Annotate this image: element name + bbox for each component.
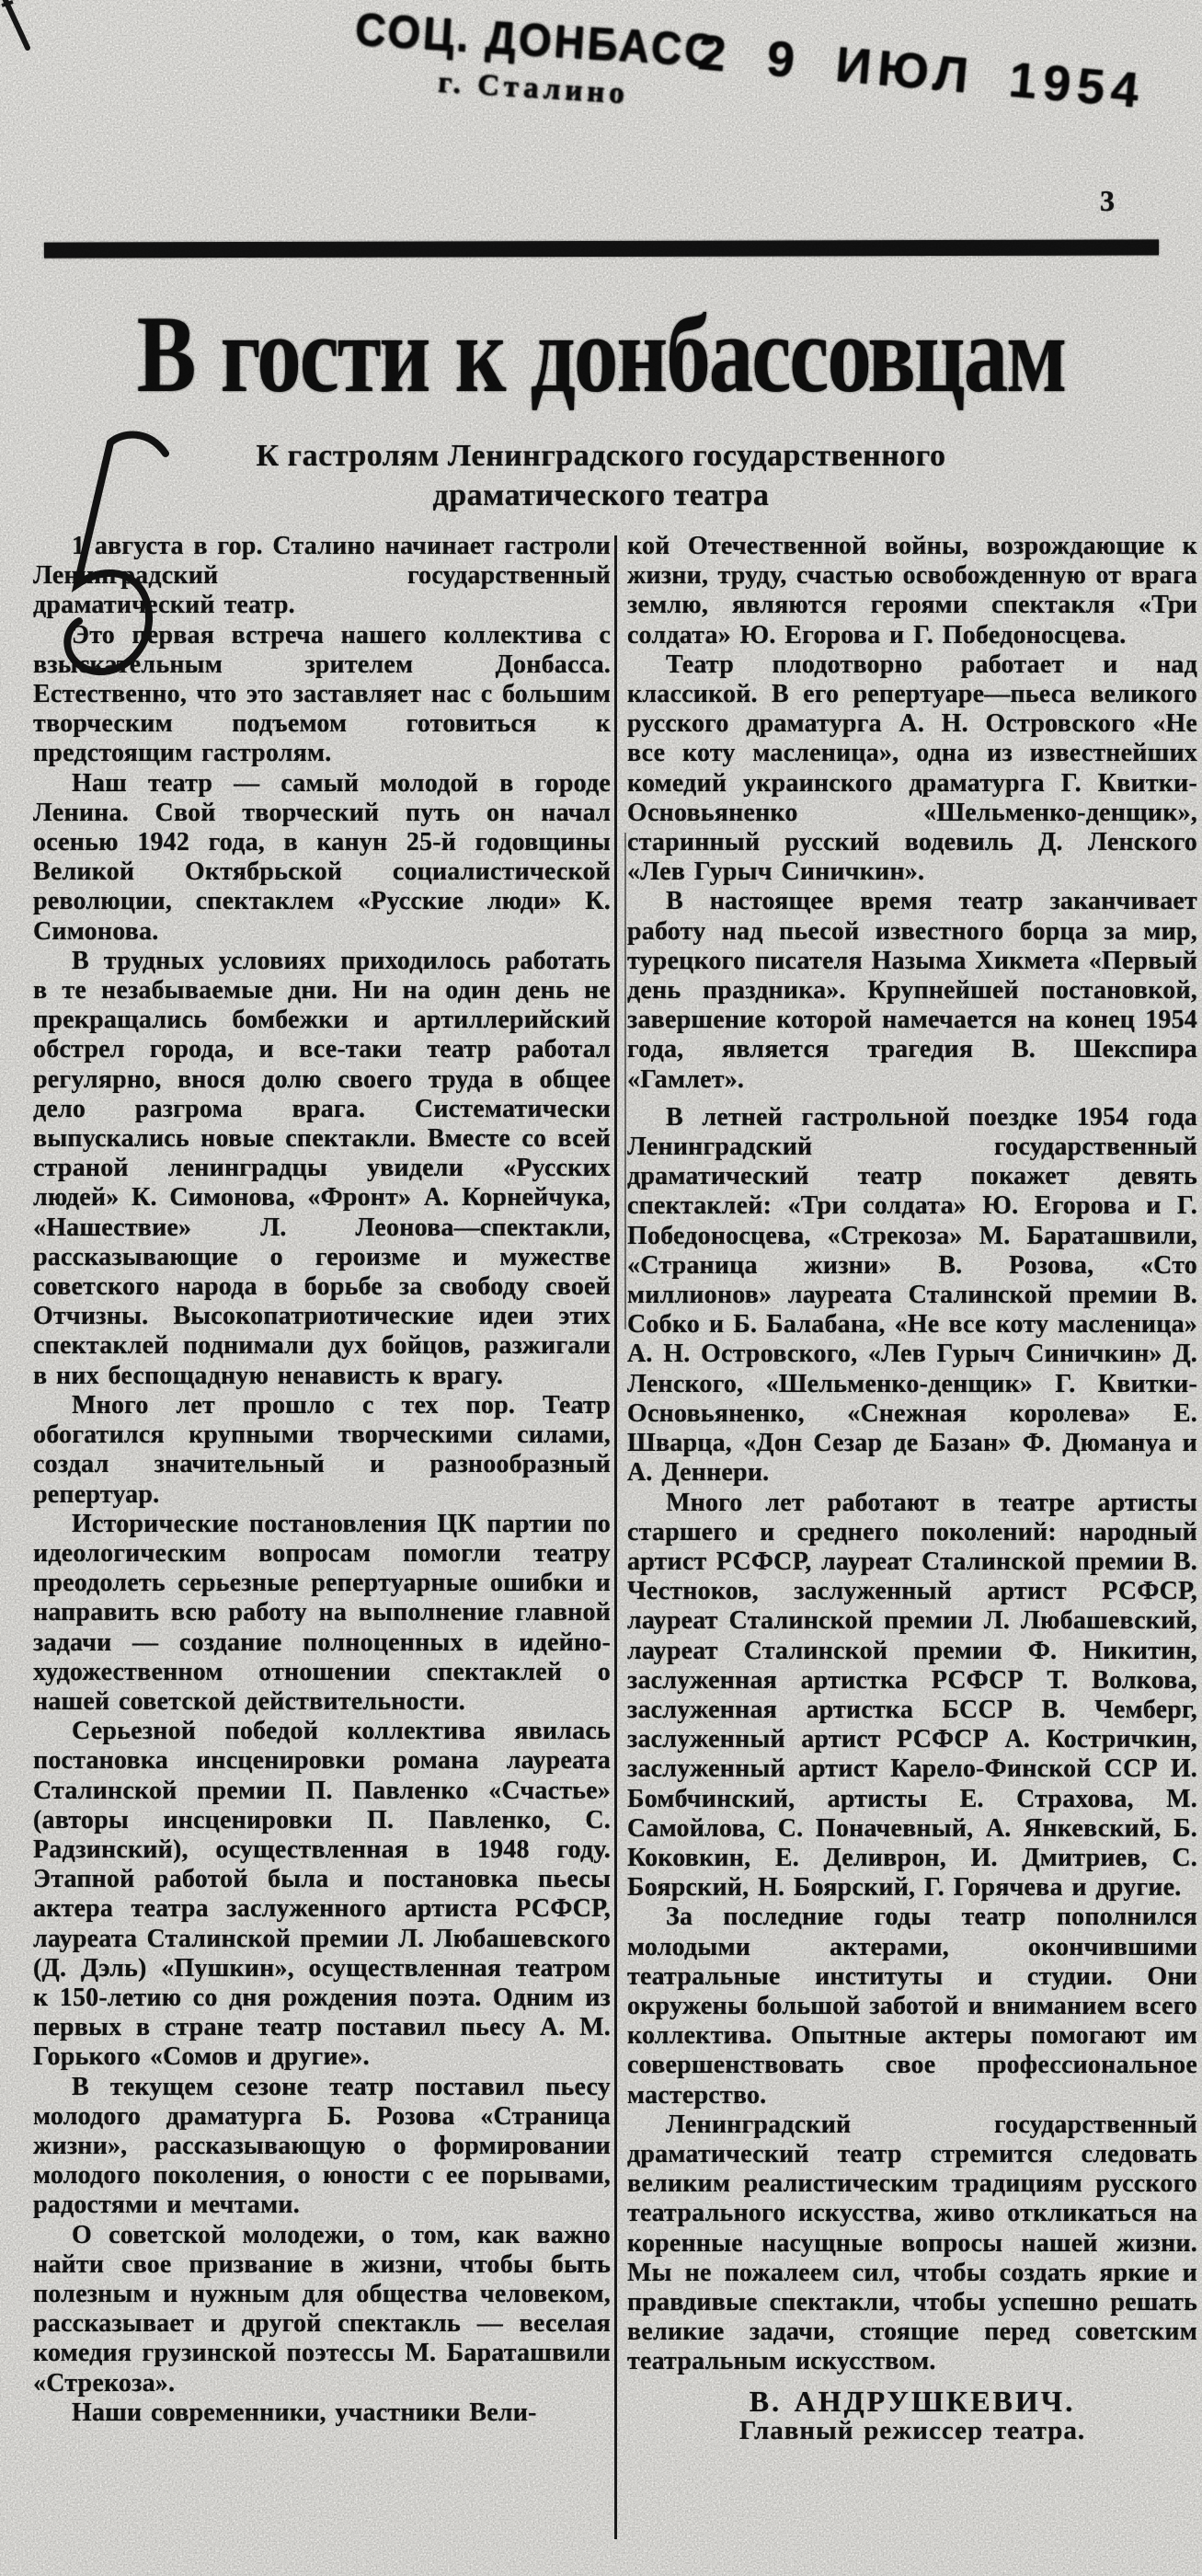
stamp-newspaper-name: СОЦ. ДОНБАСС (353, 2, 720, 77)
article-paragraph: Исторические постановления ЦК партии по идеологическим вопросам помогли театру преодолеть серьезные репертуарные ошибки и направить всю работу на выполнение главной задачи — создание полноценных в идейно-художественном отношении спектаклей о нашей советской действительности. (33, 1509, 611, 1716)
article-paragraph: Наш театр — самый молодой в городе Ленина. Свой творческий путь он начал осенью 1942 года, в канун 25-й годовщины Великой Октябрьской социалистической революции, спектаклем «Русские люди» К. Симонова. (33, 768, 611, 946)
article-subtitle (0, 436, 1202, 515)
signature-role: Главный режиссер театра. (738, 2415, 1086, 2445)
article-paragraph: В трудных условиях приходилось работать в те незабываемые дни. Ни на один день не прекращались бомбежки и артиллерийский обстрел города, и все-таки театр работал регулярно, внося долю своего труда в общее дело разгрома врага. Систематически выпускались новые спектакли. Вместе со всей страной ленинградцы увидели «Русских людей» К. Симонова, «Фронт» А. Корнейчука, «Нашествие» Л. Леонова—спектакли, рассказывающие о героизме и мужестве советского народа в борьбе за свободу своей Отчизны. Высокопатриотические идеи этих спектаклей поднимали дух бойцов, разжигали в них беспощадную ненависть к врагу. (33, 946, 611, 1390)
article-paragraph: В текущем сезоне театр поставил пьесу молодого драматурга Б. Розова «Страница жизни», рассказывающую о формировании молодого поколения, о юности с ее порывами, радостями и мечтами. (33, 2072, 611, 2220)
article-paragraph: Много лет прошло с тех пор. Театр обогатился крупными творческими силами, создал значительный и разнообразный репертуар. (33, 1390, 611, 1509)
corner-pen-mark (0, 0, 55, 64)
article-paragraph: Наши современники, участники Вели- (72, 2398, 537, 2427)
page-number: 3 (1100, 184, 1115, 217)
right-column (627, 532, 1197, 2445)
article-paragraph: О советской молодежи, о том, как важно найти свое призвание в жизни, чтобы быть полезным и нужным для общества человеком, рассказывает и другой спектакль — веселая комедия грузинской поэтессы М. Бараташвили «Стрекоза». (33, 2220, 611, 2398)
stamp-city: г. Сталино (437, 65, 630, 111)
column-divider (614, 535, 617, 2539)
article-subtitle-line2: драматического театра (432, 478, 770, 512)
article-paragraph: За последние годы театр пополнился молодыми актерами, окончившими театральные институты и студии. Они окружены большой заботой и вниманием всего коллектива. Опытные актеры помогают им совершенствовать свое профессиональное мастерство. (627, 1903, 1197, 2110)
article-paragraph: Ленинградский государственный драматический театр стремится следовать великим реалистическим традициям русского театрального искусства, живо откликаться на коренные насущные вопросы нашей жизни. Мы не пожалеем сил, чтобы создать яркие и правдивые спектакли, чтобы успешно решать великие задачи, стоящие перед советским театральным искусством. (627, 2110, 1197, 2376)
article-paragraph: 1 августа в гор. Сталино начинает гастроли Ленинградский государственный драматический театр. (33, 532, 611, 620)
article-paragraph: В летней гастрольной поездке 1954 года Ленинградский государственный драматический театр покажет девять спектаклей: «Три солдата» Ю. Егорова и Г. Победоносцева, «Стрекоза» М. Бараташвили, «Страница жизни» В. Розова, «Сто миллионов» лауреата Сталинской премии В. Собко и Б. Балабана, «Не все коту масленица» А. Н. Островского, «Лев Гурыч Синичкин» Д. Ленского, «Шельменко-денщик» Г. Квитки-Основьяненко, «Снежная королева» Е. Шварца, «Дон Сезар де Базан» Ф. Дюмануа и А. Деннери. (627, 1102, 1197, 1488)
article-paragraph: Театр плодотворно работает и над классикой. В его репертуаре—пьеса великого русского драматурга А. Н. Островского «Не все коту масленица», одна из известнейших комедий украинского драматурга Г. Квитки-Основьяненко «Шельменко-денщик», старинный русский водевиль Д. Ленского «Лев Гурыч Синичкин». (627, 650, 1197, 887)
column-divider-double (624, 833, 626, 1329)
newspaper-stamp (339, 3, 730, 117)
article-paragraph: кой Отечественной войны, возрождающие к жизни, труду, счастью освобожденную от врага землю, являются героями спектакля «Три солдата» Ю. Егорова и Г. Победоносцева. (627, 532, 1197, 650)
article-paragraph: В настоящее время театр заканчивает работу над пьесой известного борца за мир, турецкого писателя Назыма Хикмета «Первый день праздника». Крупнейшей постановкой, завершение которой намечается на конец 1954 года, является трагедия В. Шекспира «Гамлет». (627, 887, 1197, 1094)
article-subtitle-line1: К гастролям Ленинградского государственного (256, 439, 946, 473)
signature-name: В. АНДРУШКЕВИЧ. (749, 2384, 1076, 2418)
left-column (33, 532, 611, 2428)
article-paragraph: Серьезной победой коллектива явилась постановка инсценировки романа лауреата Сталинской премии П. Павленко «Счастье» (авторы инсценировки П. Павленко, С. Радзинский), осуществленная в 1948 году. Этапной работой была и постановка пьесы актера театра заслуженного артиста РСФСР, лауреата Сталинской премии Л. Любашевского (Д. Дэль) «Пушкин», осуществленная театром к 150-летию со дня рождения поэта. Одним из первых в стране театр поставил пьесу А. М. Горького «Сомов и другие». (33, 1717, 611, 2072)
header-rule (44, 239, 1159, 258)
article-paragraph: Много лет работают в театре артисты старшего и среднего поколений: народный артист РСФСР, лауреат Сталинской премии В. Честноков, заслуженный артист РСФСР, лауреат Сталинской премии Л. Любашевский, лауреат Сталинской премии Ф. Никитин, заслуженная артистка РСФСР Т. Волкова, заслуженная артистка БССР В. Чемберг, заслуженный артист РСФСР А. Костричкин, заслуженный артист Карело-Финской ССР И. Бомбчинский, артисты Е. Страхова, М. Самойлова, С. Поначевный, А. Янкевский, Б. Коковкин, Е. Деливрон, И. Дмитриев, С. Боярский, Н. Боярский, Г. Горячева и другие. (627, 1488, 1197, 1903)
date-stamp: 2 9 ИЮЛ 1954 (695, 24, 1148, 120)
page-title: В гости к донбассовцам (136, 293, 1066, 416)
article-paragraph: Это первая встреча нашего коллектива с взыскательным зрителем Донбасса. Естественно, что это заставляет нас с большим творческим подъемом готовиться к предстоящим гастролям. (33, 620, 611, 768)
